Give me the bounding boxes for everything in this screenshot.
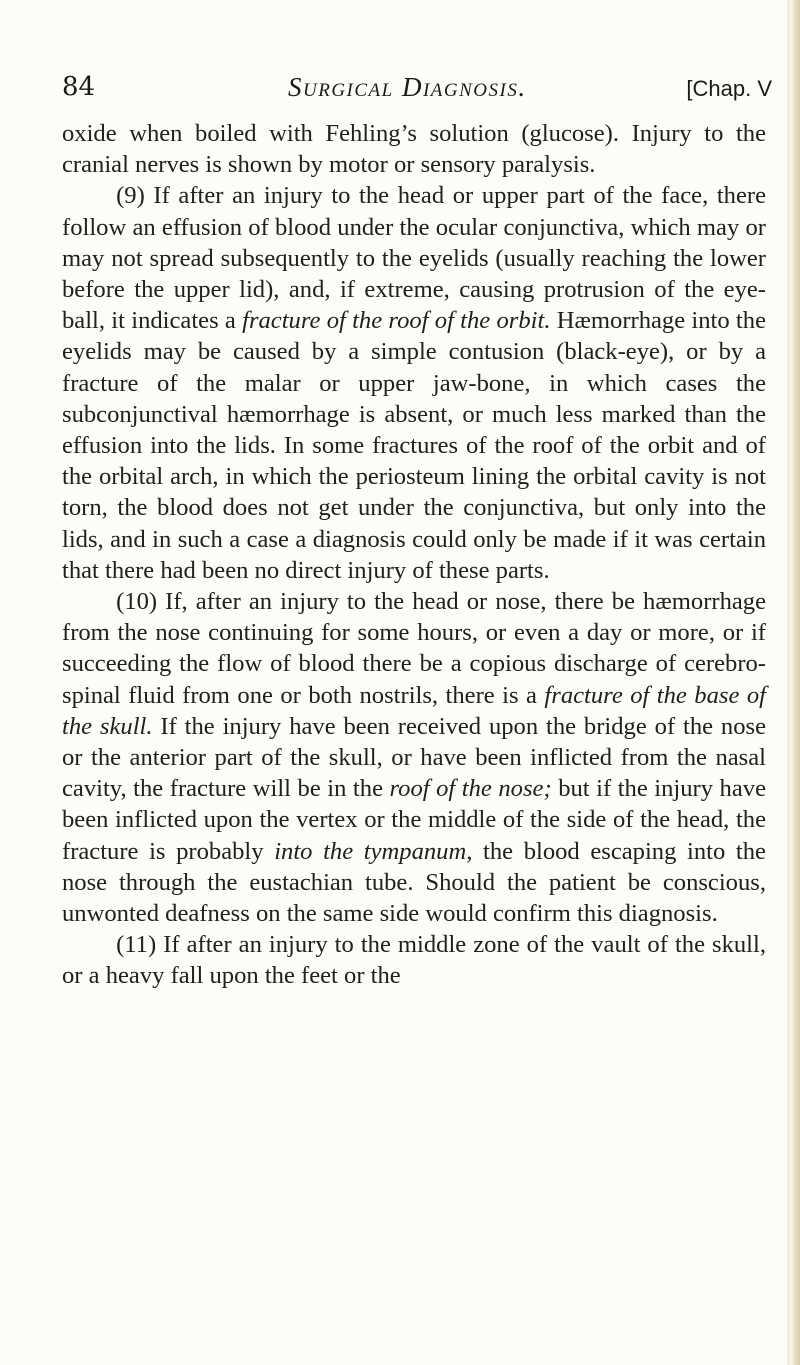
italic-phrase: into the tympanum, xyxy=(274,837,473,865)
text-run: (9) If after an injury to the head or upper part of the face, there follow an effusion of blood under the ocular conjunctiva, which may or may not spread subsequently to the eyelids (usually reaching the lower before the upper lid), and, if extreme, causing protrusion of the eye-ball, it indicates a xyxy=(62,182,766,335)
italic-phrase: fracture of the base of the skull. xyxy=(62,681,766,740)
paragraph-continuation xyxy=(62,118,766,180)
italic-phrase: roof of the nose; xyxy=(389,775,552,803)
text-run: the blood escaping into the nose through the eustachian tube. Should the patient be conscious, unwonted deafness on the same side would confirm this diagnosis. xyxy=(62,837,766,928)
paragraph-11 xyxy=(62,929,766,991)
text-run: (10) If, after an injury to the head or nose, there be hæmorrhage from the nose continuing for some hours, or even a day or more, or if succeeding the flow of blood there be a copious discharge of cerebro-spinal fluid from one or both nostrils, there is a xyxy=(62,588,766,709)
italic-phrase: fracture of the roof of the orbit. xyxy=(242,307,551,335)
body-text xyxy=(62,118,766,992)
running-title: Surgical Diagnosis. xyxy=(288,72,527,102)
text-run: but if the injury have been inflicted upon the vertex or the middle of the side of the head, the fracture is probably xyxy=(62,775,766,865)
text-run: oxide when boiled with Fehling’s solution (glucose). Injury to the cranial nerves is shown by motor or sensory paralysis. xyxy=(62,120,766,179)
text-run: Hæmorrhage into the eyelids may be caused by a simple contusion (black-eye), or by a fracture of the malar or upper jaw-bone, in which cases the subconjunctival hæmorrhage is absent, or much less marked than the effusion into the lids. In some fractures of the roof of the orbit and of the orbital arch, in which the periosteum lining the orbital cavity is not torn, the blood does not get under the conjunctiva, but only into the lids, and in such a case a diagnosis could only be made if it was certain that there had been no direct injury of these parts. xyxy=(62,307,766,584)
chapter-label: [Chap. V xyxy=(686,76,772,101)
text-run: If the injury have been received upon the bridge of the nose or the anterior part of the skull, or have been inflicted from the nasal cavity, the fracture will be in the xyxy=(62,712,767,803)
page-number: 84 xyxy=(62,72,96,102)
page-edge-shadow xyxy=(790,0,800,1365)
text-run: (11) If after an injury to the middle zone of the vault of the skull, or a heavy fall upon the feet or the xyxy=(62,931,766,990)
paragraph-9 xyxy=(62,180,766,586)
running-header xyxy=(62,72,772,112)
paragraph-10 xyxy=(62,586,766,929)
